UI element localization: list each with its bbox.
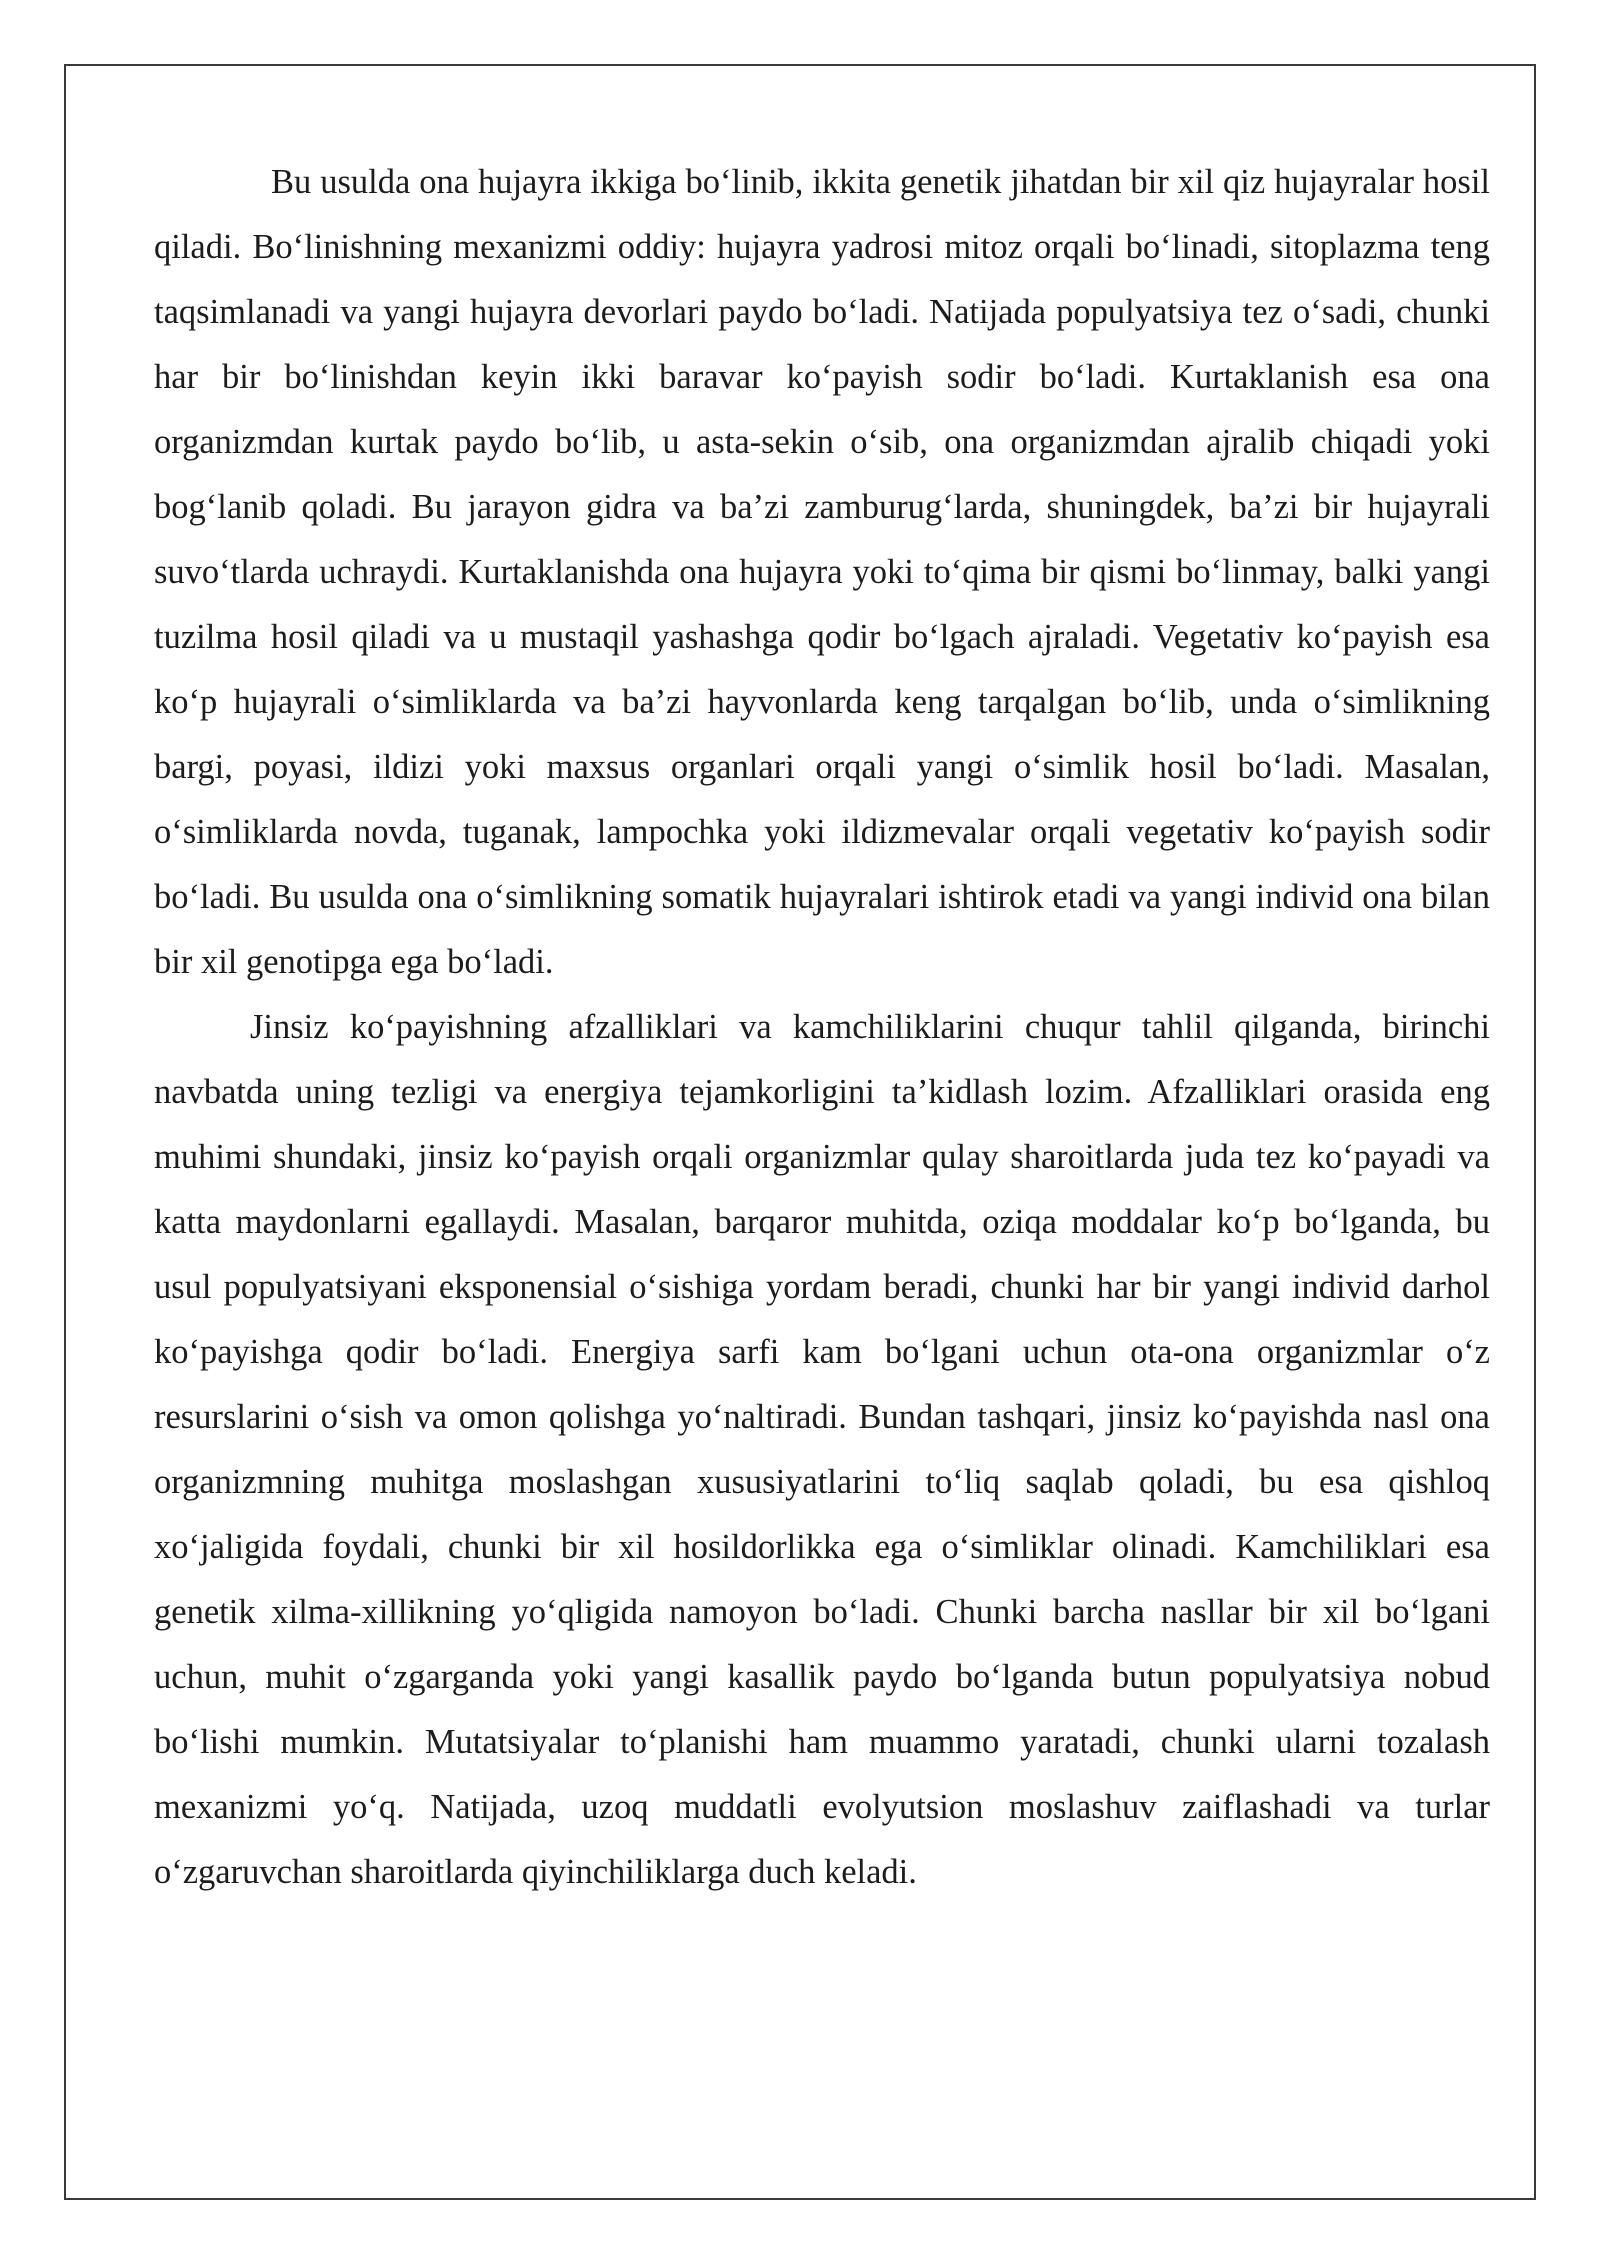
document-body [154,150,1490,1905]
paragraph-2: Jinsiz ko‘payishning afzalliklari va kamchiliklarini chuqur tahlil qilganda, birinchi navbatda uning tezligi va energiya tejamkorligini ta’kidlash lozim. Afzalliklari orasida eng muhimi shundaki, jinsiz ko‘payish orqali organizmlar qulay sharoitlarda juda tez ko‘payadi va katta maydonlarni egallaydi. Masalan, barqaror muhitda, oziqa moddalar ko‘p bo‘lganda, bu usul populyatsiyani eksponensial o‘sishiga yordam beradi, chunki har bir yangi individ darhol ko‘payishga qodir bo‘ladi. Energiya sarfi kam bo‘lgani uchun ota-ona organizmlar o‘z resurslarini o‘sish va omon qolishga yo‘naltiradi. Bundan tashqari, jinsiz ko‘payishda nasl ona organizmning muhitga moslashgan xususiyatlarini to‘liq saqlab qoladi, bu esa qishloq xo‘jaligida foydali, chunki bir xil hosildorlikka ega o‘simliklar olinadi. Kamchiliklari esa genetik xilma-xillikning yo‘qligida namoyon bo‘ladi. Chunki barcha nasllar bir xil bo‘lgani uchun, muhit o‘zgarganda yoki yangi kasallik paydo bo‘lganda butun populyatsiya nobud bo‘lishi mumkin. Mutatsiyalar to‘planishi ham muammo yaratadi, chunki ularni tozalash mexanizmi yo‘q. Natijada, uzoq muddatli evolyutsion moslashuv zaiflashadi va turlar o‘zgaruvchan sharoitlarda qiyinchiliklarga duch keladi. [154,1008,1490,1891]
paragraph-1: Bu usulda ona hujayra ikkiga bo‘linib, ikkita genetik jihatdan bir xil qiz hujayralar hosil qiladi. Bo‘linishning mexanizmi oddiy: hujayra yadrosi mitoz orqali bo‘linadi, sitoplazma teng taqsimlanadi va yangi hujayra devorlari paydo bo‘ladi. Natijada populyatsiya tez o‘sadi, chunki har bir bo‘linishdan keyin ikki baravar ko‘payish sodir bo‘ladi. Kurtaklanish esa ona organizmdan kurtak paydo bo‘lib, u asta-sekin o‘sib, ona organizmdan ajralib chiqadi yoki bog‘lanib qoladi. Bu jarayon gidra va ba’zi zamburug‘larda, shuningdek, ba’zi bir hujayrali suvo‘tlarda uchraydi. Kurtaklanishda ona hujayra yoki to‘qima bir qismi bo‘linmay, balki yangi tuzilma hosil qiladi va u mustaqil yashashga qodir bo‘lgach ajraladi. Vegetativ ko‘payish esa ko‘p hujayrali o‘simliklarda va ba’zi hayvonlarda keng tarqalgan bo‘lib, unda o‘simlikning bargi, poyasi, ildizi yoki maxsus organlari orqali yangi o‘simlik hosil bo‘ladi. Masalan, o‘simliklarda novda, tuganak, lampochka yoki ildizmevalar orqali vegetativ ko‘payish sodir bo‘ladi. Bu usulda ona o‘simlikning somatik hujayralari ishtirok etadi va yangi individ ona bilan bir xil genotipga ega bo‘ladi. [154,163,1490,981]
